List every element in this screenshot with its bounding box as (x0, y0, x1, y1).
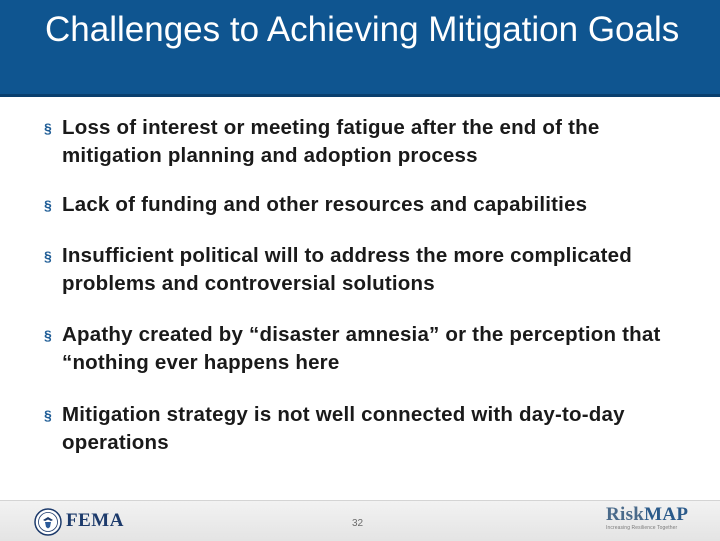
bullet-marker: § (44, 197, 52, 213)
riskmap-logo (606, 505, 688, 531)
bullet-item (44, 191, 587, 219)
page-number: 32 (352, 518, 364, 529)
title-bar (0, 0, 720, 97)
slide-title: Challenges to Achieving Mitigation Goals (45, 10, 680, 49)
bullet-text: Apathy created by “disaster amnesia” or the perception that “nothing ever happens here (62, 323, 661, 374)
bullet-item (44, 401, 694, 457)
fema-logo: FEMA (66, 510, 124, 531)
bullet-marker: § (44, 248, 52, 264)
bullet-item (44, 242, 694, 298)
bullet-text: Loss of interest or meeting fatigue after the end of the mitigation planning and adoption process (62, 116, 600, 167)
bullet-item (44, 321, 694, 377)
dhs-seal-icon (34, 508, 62, 536)
bullet-marker: § (44, 327, 52, 343)
bullet-item (44, 114, 694, 170)
riskmap-risk: Risk (606, 504, 645, 525)
bullet-text: Lack of funding and other resources and capabilities (62, 193, 588, 216)
bullet-marker: § (44, 407, 52, 423)
riskmap-wordmark (606, 505, 688, 525)
riskmap-tagline: Increasing Resilience Together (606, 525, 678, 531)
bullet-marker: § (44, 120, 52, 136)
bullet-text: Mitigation strategy is not well connected with day-to-day operations (62, 403, 625, 454)
riskmap-map: MAP (644, 504, 689, 525)
bullet-text: Insufficient political will to address the more complicated problems and controversial solutions (62, 244, 632, 295)
